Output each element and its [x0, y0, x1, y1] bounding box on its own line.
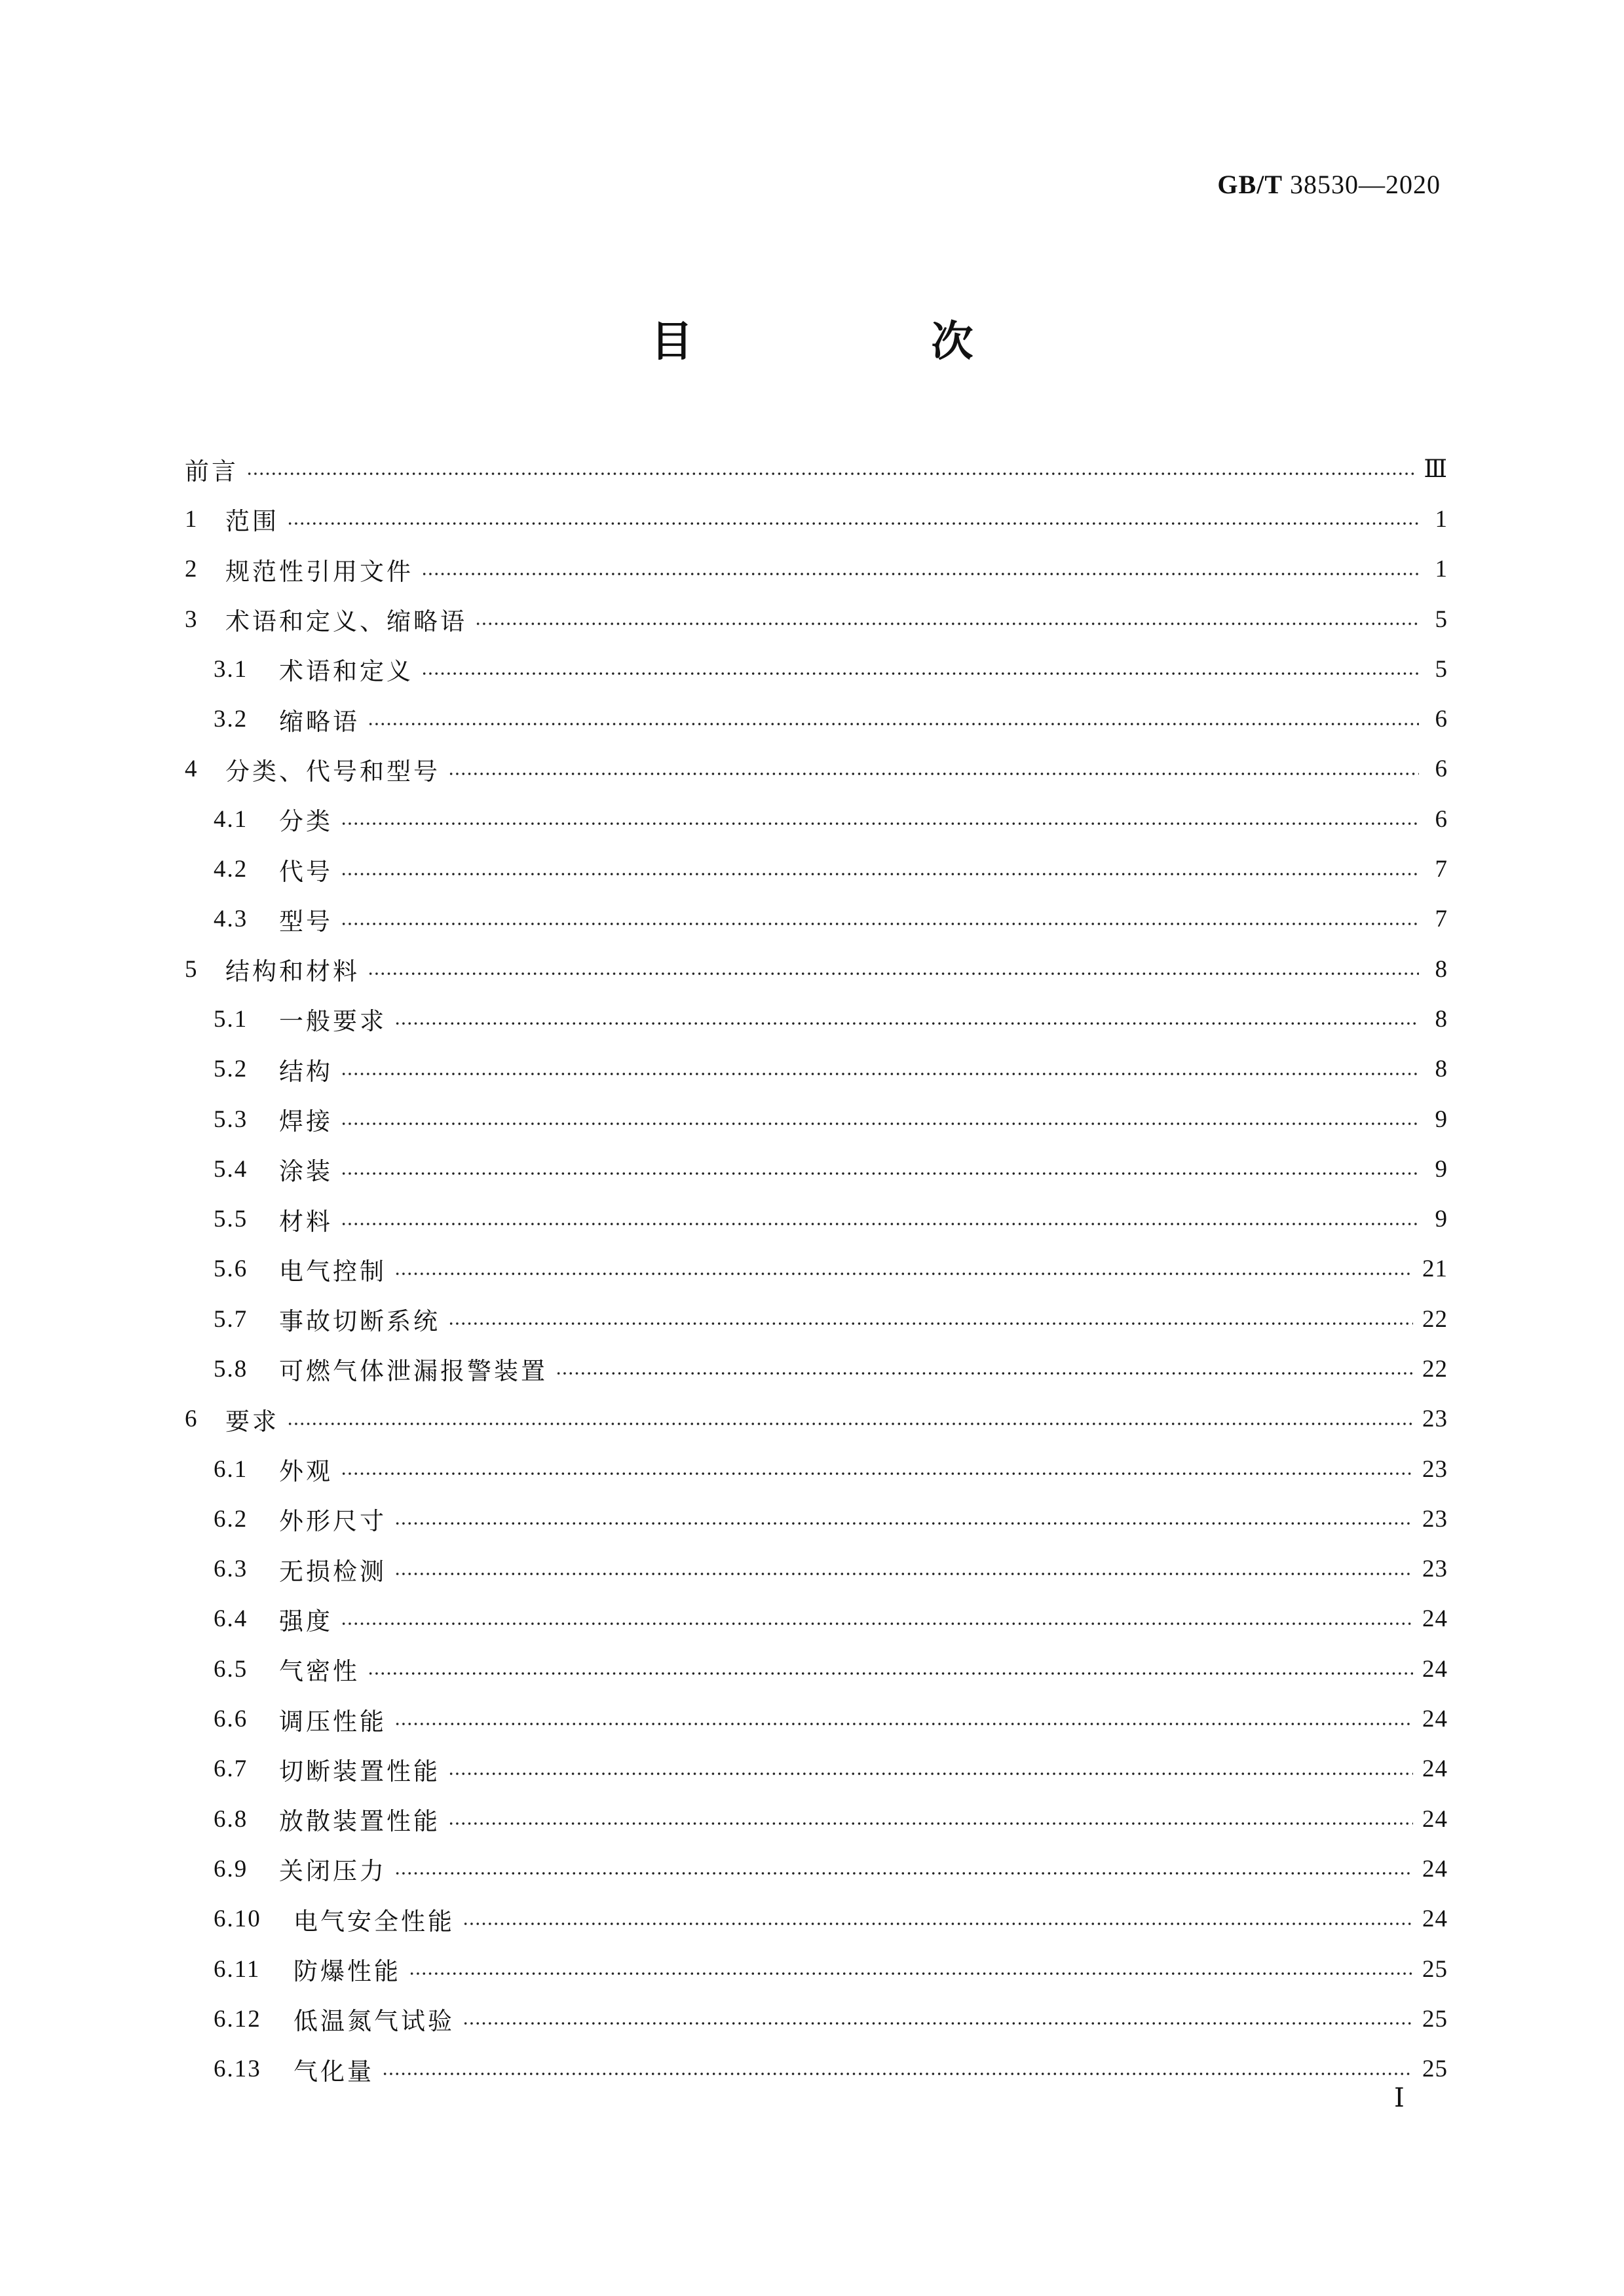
toc-entry-page: 23 [1422, 1505, 1448, 1533]
toc-entry[interactable] [185, 1494, 1448, 1544]
toc-entry-page: 1 [1435, 505, 1448, 533]
toc-entry-number: 5.1 [214, 1005, 248, 1033]
toc-entry[interactable] [185, 1044, 1448, 1094]
toc-dot-leader [287, 1421, 1413, 1426]
toc-entry-number: 4 [185, 756, 198, 783]
toc-dot-leader [394, 1271, 1413, 1276]
toc-entry-page: 21 [1422, 1255, 1448, 1283]
toc-entry[interactable] [185, 1344, 1448, 1394]
toc-entry[interactable] [185, 694, 1448, 744]
toc-entry[interactable] [185, 794, 1448, 844]
toc-entry-label: 分类、代号和型号 [225, 757, 440, 786]
toc-entry-label: 术语和定义、缩略语 [225, 607, 467, 636]
toc-dot-leader [341, 1071, 1419, 1077]
toc-entry-page: Ⅲ [1424, 456, 1448, 484]
toc-entry[interactable] [185, 1544, 1448, 1594]
toc-entry-number: 5.2 [214, 1056, 248, 1083]
toc-entry-label: 无损检测 [279, 1557, 387, 1586]
toc-dot-leader [382, 2071, 1413, 2076]
toc-dot-leader [394, 1871, 1413, 1876]
toc-dot-leader [421, 571, 1419, 577]
toc-entry-page: 23 [1422, 1455, 1448, 1483]
toc-entry-page: 7 [1435, 906, 1448, 933]
toc-entry-number: 1 [185, 505, 198, 533]
toc-entry-number: 2 [185, 556, 198, 583]
toc-entry[interactable] [185, 494, 1448, 544]
toc-entry-page: 7 [1435, 856, 1448, 883]
toc-entry[interactable] [185, 1194, 1448, 1244]
toc-entry-page: 24 [1422, 1655, 1448, 1683]
toc-entry-number: 6 [185, 1406, 198, 1433]
toc-entry-number: 6.1 [214, 1455, 248, 1483]
toc-entry-label: 气密性 [279, 1657, 360, 1686]
toc-entry-label: 放散装置性能 [279, 1807, 440, 1836]
toc-entry-number: 5.5 [214, 1206, 248, 1233]
toc-entry-page: 24 [1422, 1706, 1448, 1733]
toc-entry-label: 结构和材料 [225, 957, 360, 986]
toc-dot-leader [246, 471, 1414, 476]
toc-dot-leader [341, 1171, 1419, 1176]
toc-entry-label: 低温氮气试验 [293, 2007, 455, 2036]
toc-entry-page: 25 [1422, 2056, 1448, 2083]
toc-entry-number: 6.5 [214, 1655, 248, 1683]
toc-dot-leader [341, 1621, 1413, 1626]
toc-dot-leader [287, 521, 1419, 526]
toc-dot-leader [475, 621, 1419, 626]
toc-entry[interactable] [185, 844, 1448, 894]
toc-entry-number: 4.2 [214, 856, 248, 883]
toc-dot-leader [341, 821, 1419, 826]
toc-entry-page: 5 [1435, 605, 1448, 633]
toc-entry[interactable] [185, 944, 1448, 994]
toc-entry-number: 6.12 [214, 2005, 261, 2033]
toc-entry-page: 6 [1435, 706, 1448, 733]
toc-entry[interactable] [185, 1944, 1448, 1994]
toc-entry[interactable] [185, 594, 1448, 644]
toc-dot-leader [394, 1021, 1419, 1026]
toc-entry-label: 代号 [279, 857, 333, 886]
toc-entry-page: 25 [1422, 2005, 1448, 2033]
toc-dot-leader [556, 1371, 1413, 1376]
toc-dot-leader [448, 1771, 1413, 1776]
toc-entry[interactable] [185, 2044, 1448, 2094]
toc-entry-label: 外形尺寸 [279, 1507, 387, 1536]
toc-entry-page: 1 [1435, 556, 1448, 583]
toc-entry[interactable] [185, 1844, 1448, 1894]
toc-entry-number: 3.1 [214, 655, 248, 683]
toc-entry-number: 6.2 [214, 1505, 248, 1533]
toc-entry-page: 24 [1422, 1755, 1448, 1783]
toc-entry-label: 强度 [279, 1607, 333, 1636]
toc-entry[interactable] [185, 1094, 1448, 1144]
toc-entry-number: 4.1 [214, 805, 248, 833]
toc-entry-number: 5.4 [214, 1155, 248, 1183]
toc-entry-page: 6 [1435, 756, 1448, 783]
toc-entry-page: 8 [1435, 1005, 1448, 1033]
toc-entry[interactable] [185, 1794, 1448, 1844]
toc-dot-leader [368, 1671, 1413, 1676]
toc-entry-label: 调压性能 [279, 1707, 387, 1736]
toc-entry-label: 气化量 [293, 2057, 374, 2086]
toc-entry[interactable] [185, 1444, 1448, 1494]
toc-entry-number: 6.8 [214, 1805, 248, 1833]
toc-dot-leader [341, 1221, 1419, 1227]
toc-entry-label: 一般要求 [279, 1007, 387, 1036]
toc-entry[interactable] [185, 894, 1448, 944]
toc-entry-number: 5.6 [214, 1255, 248, 1283]
page-number: Ⅰ [1394, 2083, 1405, 2113]
toc-entry[interactable] [185, 1894, 1448, 1944]
toc-entry-label: 规范性引用文件 [225, 557, 413, 586]
standard-code: 38530—2020 [1290, 170, 1441, 199]
toc-entry-label: 涂装 [279, 1157, 333, 1186]
toc-entry-label: 关闭压力 [279, 1857, 387, 1886]
toc-entry-page: 22 [1422, 1305, 1448, 1333]
toc-entry-page: 24 [1422, 1855, 1448, 1883]
toc-dot-leader [368, 721, 1419, 727]
table-of-contents [185, 444, 1448, 2094]
toc-entry-label: 外观 [279, 1457, 333, 1486]
toc-entry-number: 5.8 [214, 1355, 248, 1383]
toc-entry-label: 缩略语 [279, 707, 360, 736]
toc-entry-number: 6.13 [214, 2056, 261, 2083]
toc-entry-page: 9 [1435, 1105, 1448, 1133]
toc-dot-leader [368, 971, 1419, 976]
toc-entry-label: 前言 [185, 457, 238, 486]
toc-entry[interactable] [185, 1694, 1448, 1744]
toc-dot-leader [341, 871, 1419, 877]
toc-dot-leader [341, 1121, 1419, 1126]
toc-entry-number: 6.11 [214, 1955, 261, 1983]
toc-entry[interactable] [185, 1744, 1448, 1794]
toc-dot-leader [394, 1571, 1413, 1577]
toc-entry-label: 术语和定义 [279, 657, 413, 686]
toc-entry[interactable] [185, 1394, 1448, 1444]
toc-entry-page: 23 [1422, 1406, 1448, 1433]
toc-entry[interactable] [185, 545, 1448, 594]
toc-entry-page: 24 [1422, 1905, 1448, 1933]
toc-entry-page: 25 [1422, 1955, 1448, 1983]
toc-entry-page: 9 [1435, 1155, 1448, 1183]
toc-entry-page: 5 [1435, 655, 1448, 683]
toc-entry-number: 6.9 [214, 1855, 248, 1883]
toc-entry[interactable] [185, 1244, 1448, 1294]
toc-dot-leader [448, 1821, 1413, 1826]
toc-entry-number: 6.4 [214, 1605, 248, 1633]
toc-entry-page: 23 [1422, 1556, 1448, 1583]
toc-entry[interactable] [185, 444, 1448, 494]
standard-prefix: GB/T [1217, 170, 1283, 199]
toc-entry-label: 可燃气体泄漏报警装置 [279, 1357, 548, 1386]
toc-entry-number: 5.3 [214, 1105, 248, 1133]
toc-dot-leader [448, 1321, 1413, 1326]
toc-dot-leader [421, 671, 1419, 676]
toc-entry-page: 8 [1435, 1056, 1448, 1083]
toc-entry-number: 6.3 [214, 1556, 248, 1583]
toc-entry-number: 6.10 [214, 1905, 261, 1933]
toc-entry-label: 切断装置性能 [279, 1757, 440, 1786]
toc-entry[interactable] [185, 644, 1448, 694]
toc-entry[interactable] [185, 994, 1448, 1044]
toc-entry-page: 22 [1422, 1355, 1448, 1383]
toc-entry-number: 3 [185, 605, 198, 633]
toc-entry-page: 8 [1435, 955, 1448, 983]
toc-dot-leader [448, 771, 1419, 776]
toc-entry-label: 防爆性能 [293, 1957, 401, 1986]
toc-entry[interactable] [185, 1594, 1448, 1644]
toc-entry-label: 分类 [279, 807, 333, 836]
page-title: 目 次 [651, 318, 1072, 366]
toc-entry-label: 要求 [225, 1407, 279, 1436]
toc-entry-page: 6 [1435, 805, 1448, 833]
toc-entry-page: 9 [1435, 1206, 1448, 1233]
toc-entry-number: 6.7 [214, 1755, 248, 1783]
toc-entry[interactable] [185, 1144, 1448, 1194]
toc-dot-leader [409, 1971, 1413, 1976]
toc-entry-label: 焊接 [279, 1107, 333, 1136]
toc-dot-leader [394, 1721, 1413, 1727]
toc-entry[interactable] [185, 1644, 1448, 1694]
toc-entry-number: 4.3 [214, 906, 248, 933]
toc-entry-page: 24 [1422, 1605, 1448, 1633]
toc-entry-number: 6.6 [214, 1706, 248, 1733]
toc-entry-label: 电气控制 [279, 1257, 387, 1286]
toc-entry-label: 材料 [279, 1207, 333, 1236]
toc-entry-label: 型号 [279, 907, 333, 936]
toc-dot-leader [341, 1471, 1413, 1476]
toc-entry[interactable] [185, 1994, 1448, 2044]
toc-entry-number: 5.7 [214, 1305, 248, 1333]
toc-entry-number: 3.2 [214, 706, 248, 733]
toc-dot-leader [341, 921, 1419, 927]
toc-dot-leader [394, 1521, 1413, 1526]
toc-dot-leader [463, 2021, 1413, 2026]
toc-entry-page: 24 [1422, 1805, 1448, 1833]
toc-entry-label: 范围 [225, 507, 279, 536]
toc-entry[interactable] [185, 744, 1448, 794]
toc-dot-leader [463, 1921, 1413, 1926]
toc-entry-label: 事故切断系统 [279, 1307, 440, 1336]
toc-entry-label: 结构 [279, 1057, 333, 1086]
toc-entry-label: 电气安全性能 [293, 1907, 455, 1936]
toc-entry-number: 5 [185, 955, 198, 983]
standard-number [1217, 169, 1441, 200]
toc-entry[interactable] [185, 1294, 1448, 1344]
